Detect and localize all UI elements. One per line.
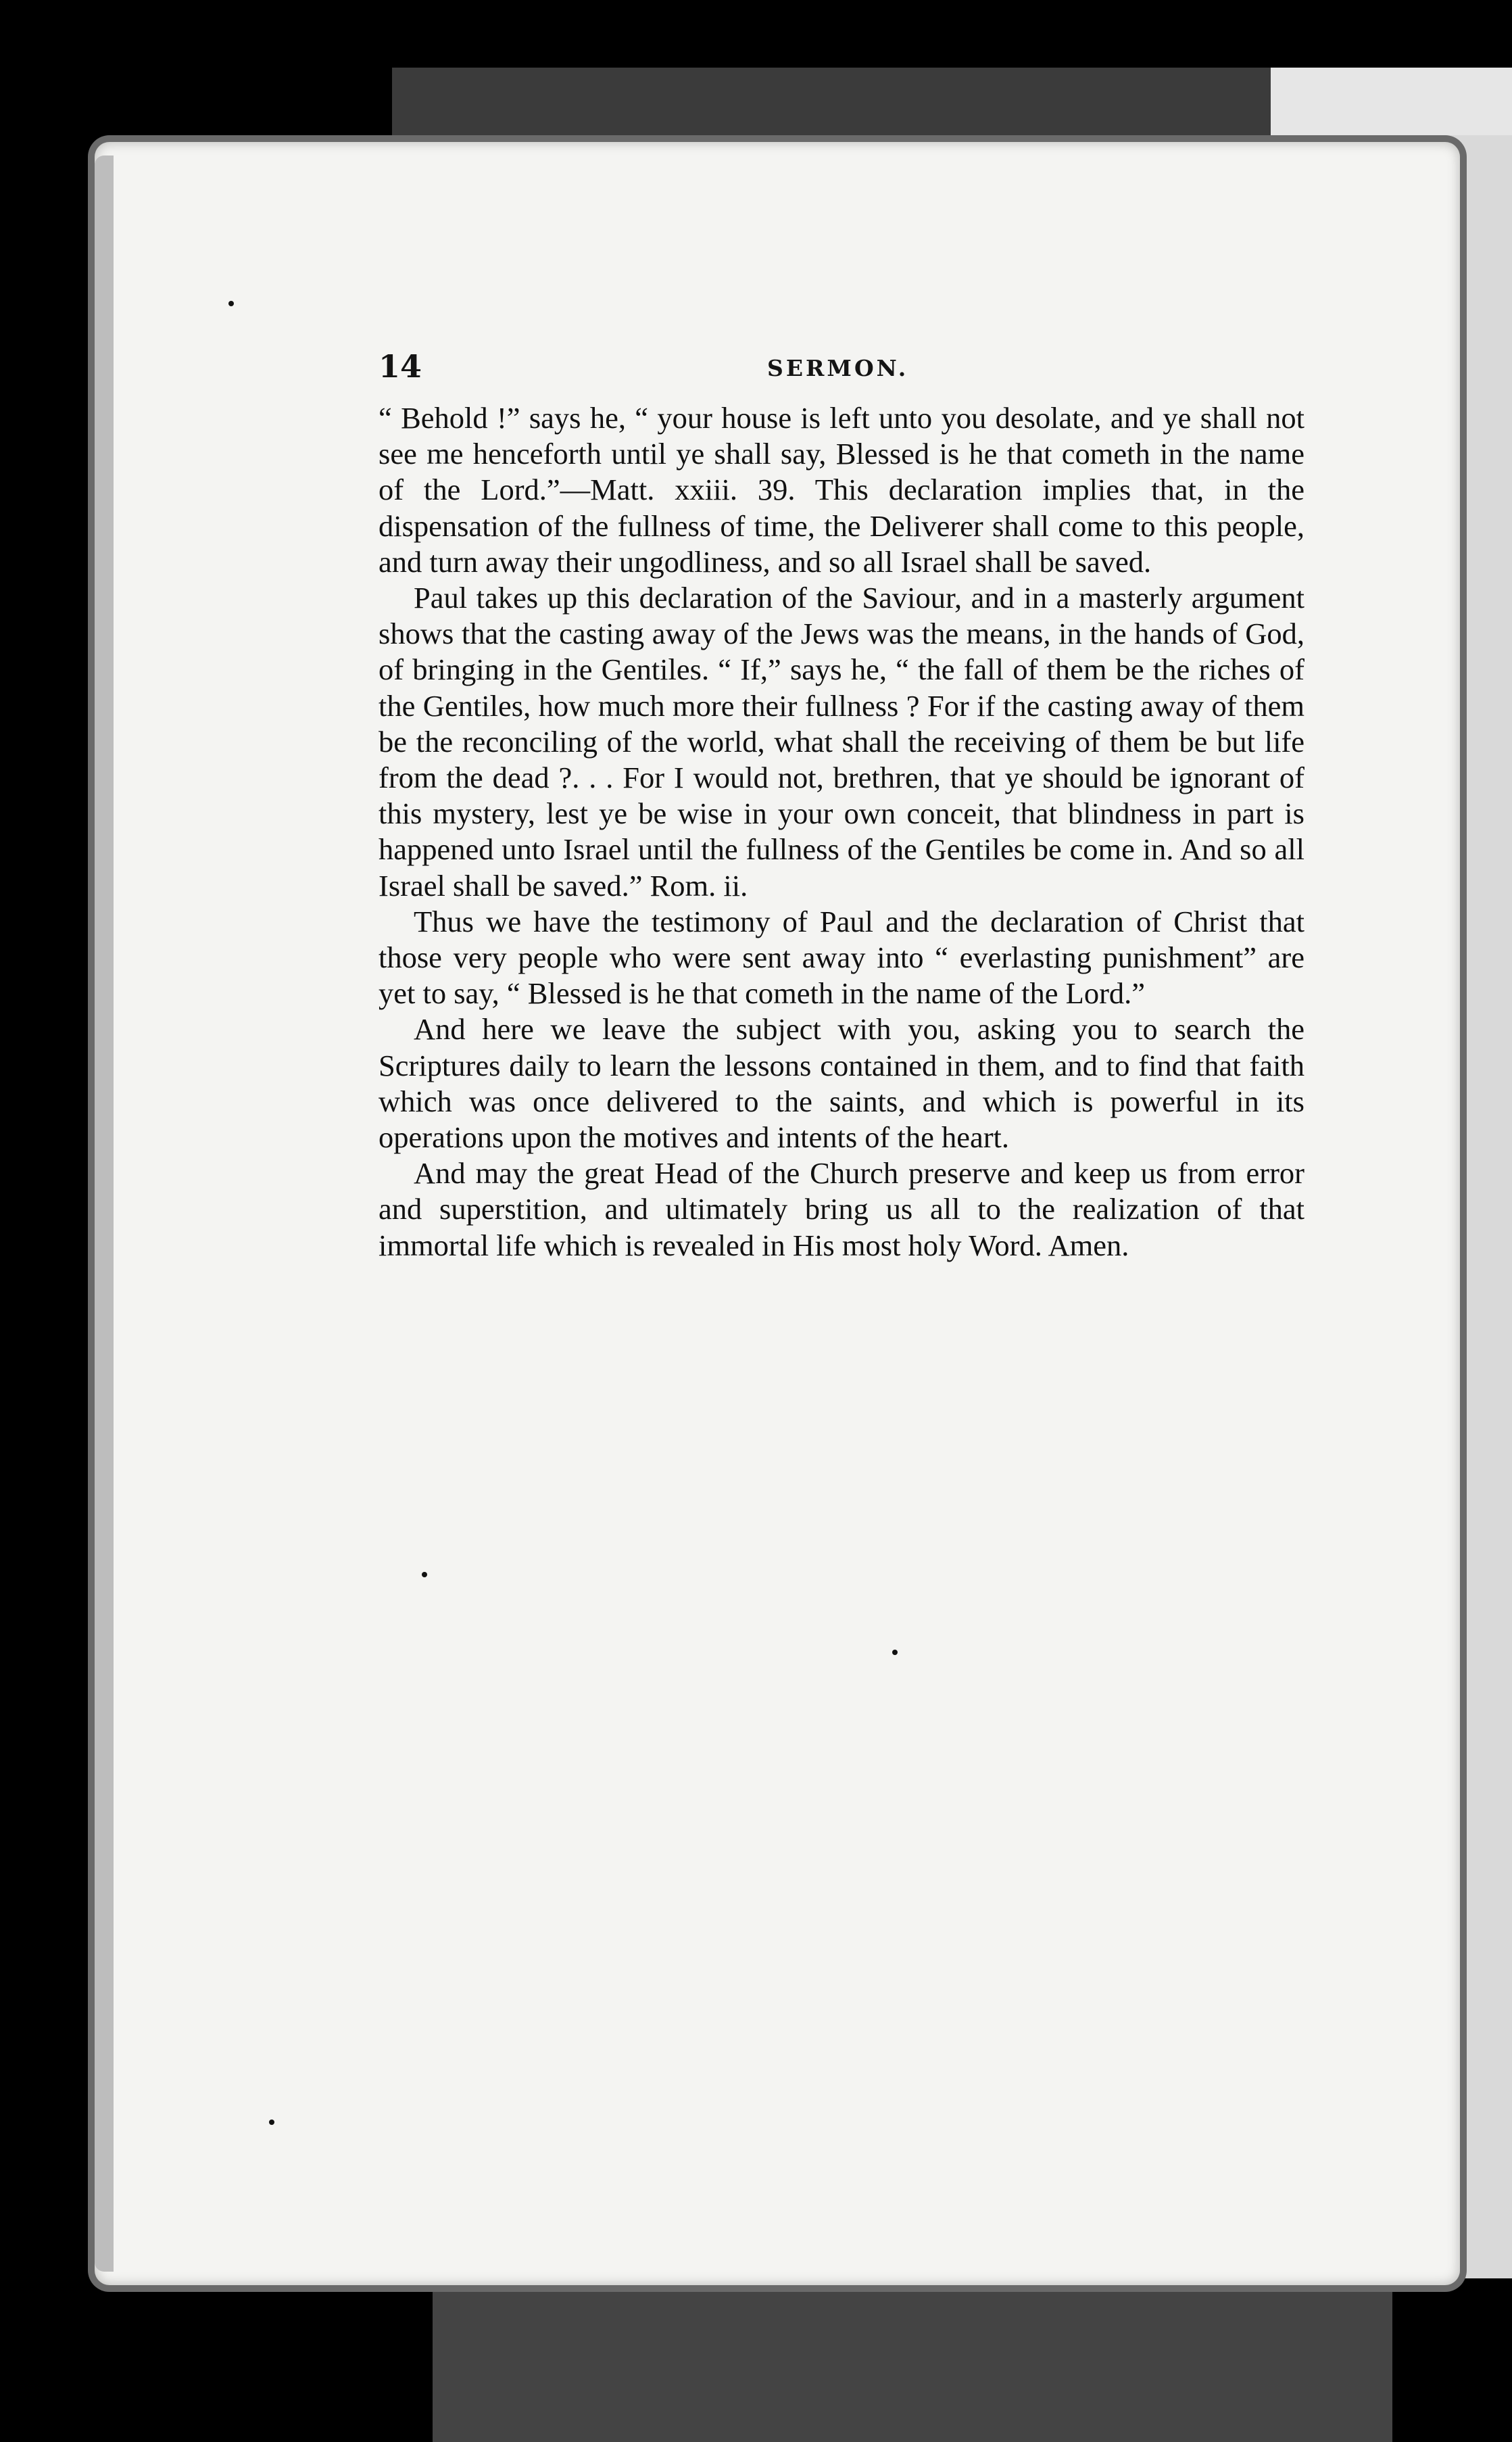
paragraph: Paul takes up this declaration of the Saviour, and in a masterly argument shows that the casting away of the Jews was the means, in the hands of God, of bringing in the Gentiles. “ If,” says he, “ the fall of them be the riches of the Gentiles, how much more their fullness ? For if the casting away of them be the reconciling of the world, what shall the receiving of them be but life from the dead ?. . . For I would not, brethren, that ye should be ignorant of this mystery, lest ye be wise in your own conceit, that blindness in part is happened unto Israel until the fullness of the Gentiles be come in. And so all Israel shall be saved.” Rom. ii. [379,581,1304,903]
paragraph: Thus we have the testimony of Paul and the declaration of Christ that those very people who were sent away into “ everlasting punishment” are yet to say, “ Blessed is he that cometh in the name of the Lord.” [379,904,1304,1011]
page-header [379,348,1304,396]
scan-speck [892,1650,898,1655]
running-head: SERMON. [767,355,909,381]
page-number: 14 [379,348,422,385]
scanner-background [392,68,1271,149]
paragraph: And here we leave the subject with you, asking you to search the Scriptures daily to learn the lessons contained in them, and to find that faith which was once delivered to the saints, and which is powerful in its operations upon the motives and intents of the heart. [379,1012,1304,1155]
paragraph: And may the great Head of the Church preserve and keep us from error and superstition, and ultimately bring us all to the realization of that immortal life which is revealed in His most holy Word. Amen. [379,1156,1304,1262]
body-text [379,400,1304,1264]
scan-speck [422,1572,427,1577]
page-binding-edge [95,155,114,2272]
scanner-background-bottom [433,2278,1392,2442]
paragraph: “ Behold !” says he, “ your house is left unto you desolate, and ye shall not see me henceforth until ye shall say, Blessed is he that cometh in the name of the Lord.”—Matt. xxiii. 39. This declaration implies that, in the dispensation of the fullness of time, the Deliverer shall come to this people, and turn away their ungodliness, and so all Israel shall be saved. [379,401,1304,579]
scan-speck [269,2120,274,2125]
scan-speck [228,301,234,306]
